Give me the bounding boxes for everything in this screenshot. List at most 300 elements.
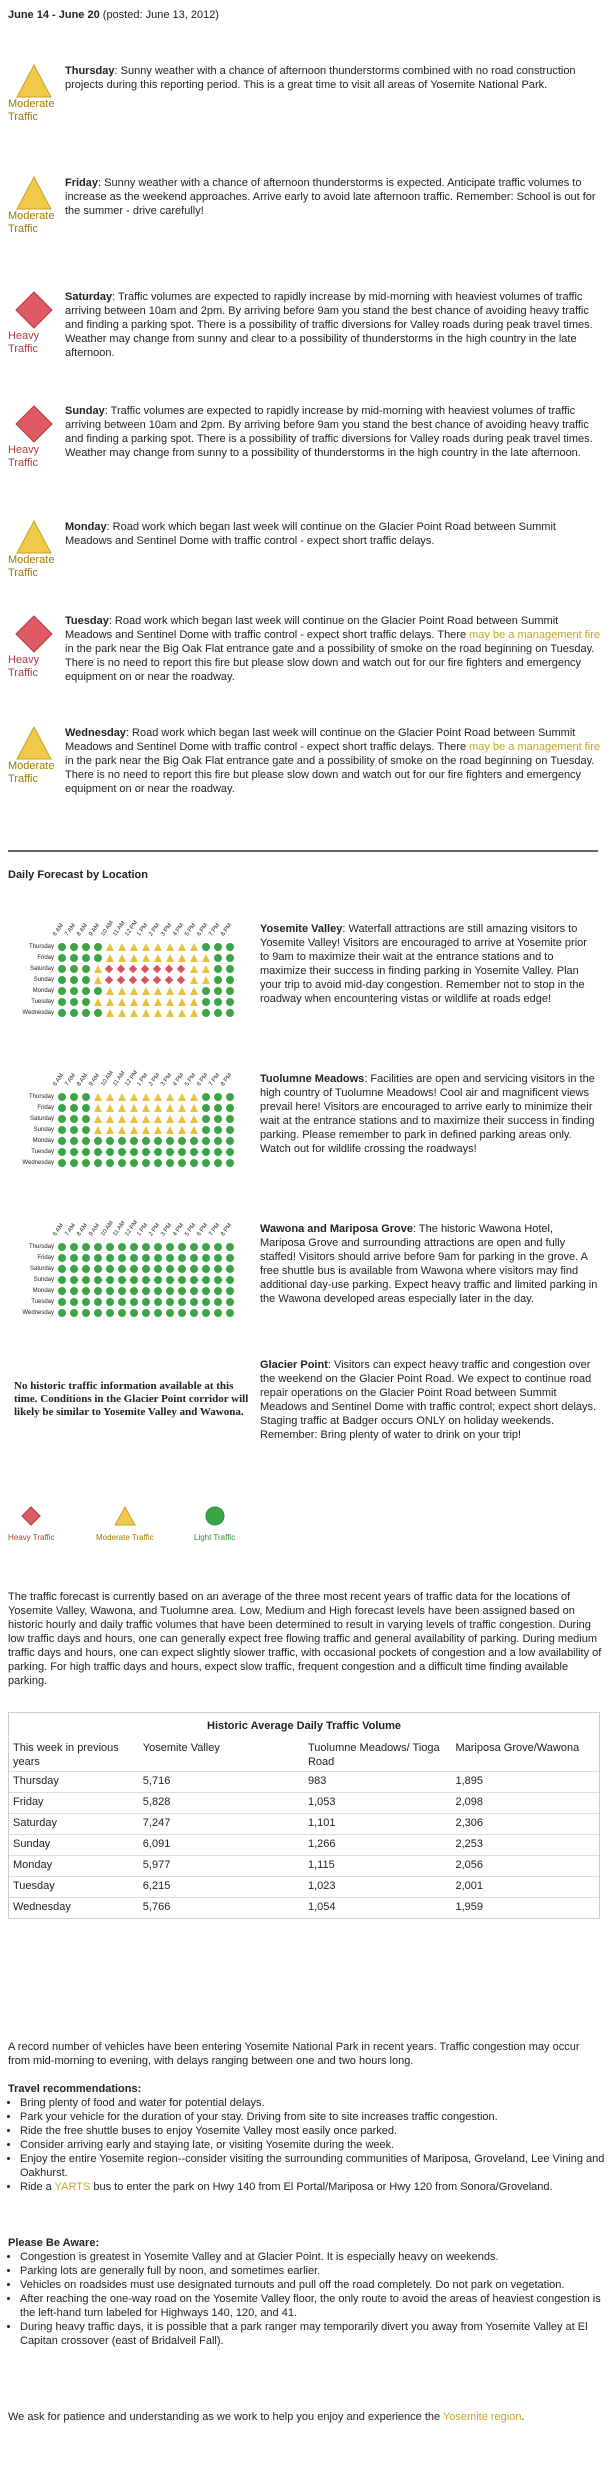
light-traffic-dot [118,1298,126,1306]
light-traffic-dot [214,1276,222,1284]
grid-day-label: Thursday [28,1244,54,1250]
light-traffic-dot [106,1137,114,1145]
time-label: 1 PM [136,922,150,938]
light-traffic-dot [190,1265,198,1273]
light-traffic-dot [178,1243,186,1251]
moderate-traffic-dot [178,998,186,1006]
moderate-traffic-dot [154,1115,162,1123]
day-text [65,290,601,360]
light-traffic-dot [226,1254,234,1262]
light-traffic-dot [226,954,234,962]
time-axis [52,1058,256,1088]
grid-row [8,1103,256,1113]
light-traffic-dot [202,1115,210,1123]
light-traffic-icon [205,1506,225,1526]
light-traffic-dot [142,1265,150,1273]
heavy-traffic-dot [165,965,173,973]
light-traffic-dot [130,1276,138,1284]
light-traffic-dot [94,943,102,951]
light-traffic-dot [118,1276,126,1284]
light-traffic-dot [226,1298,234,1306]
light-traffic-dot [154,1287,162,1295]
moderate-traffic-dot [190,987,198,995]
light-traffic-dot [106,1287,114,1295]
moderate-traffic-dot [118,998,126,1006]
light-traffic-dot [82,1104,90,1112]
light-traffic-dot [154,1254,162,1262]
list-item [20,2180,610,2194]
moderate-traffic-dot [190,1115,198,1123]
light-traffic-dot [214,1126,222,1134]
table-cell: 983 [304,1772,452,1793]
heavy-traffic-dot [141,976,149,984]
moderate-traffic-dot [106,943,114,951]
table-row [9,1814,599,1835]
moderate-traffic-dot [190,976,198,984]
grid-day-label: Monday [32,1138,54,1144]
table-cell: Thursday [9,1772,139,1793]
light-traffic-dot [118,1159,126,1167]
legend-heavy [8,1506,55,1545]
table-cell: 2,098 [451,1793,599,1814]
light-traffic-dot [70,1276,78,1284]
day-description: : Road work which began last week will continue on the Glacier Point Road between Summit Meadows and Sentinel Dome with traffic control - expect short traffic delays. There [65,615,559,641]
moderate-traffic-dot [166,1115,174,1123]
moderate-traffic-dot [130,1104,138,1112]
light-traffic-dot [166,1159,174,1167]
light-traffic-dot [202,987,210,995]
light-traffic-dot [226,1115,234,1123]
light-traffic-dot [70,1309,78,1317]
moderate-traffic-dot [118,1009,126,1017]
light-traffic-dot [202,1148,210,1156]
light-traffic-dot [82,998,90,1006]
location-tuolumne [260,1072,598,1156]
management-fire-link[interactable]: may be a management fire [469,741,600,753]
level-label: Heavy Traffic [8,654,40,679]
table-row [9,1793,599,1814]
moderate-traffic-dot [190,1104,198,1112]
light-traffic-dot [142,1159,150,1167]
light-traffic-dot [214,987,222,995]
moderate-traffic-dot [190,943,198,951]
light-traffic-dot [226,1276,234,1284]
table-cell: 6,215 [139,1877,304,1898]
legend-moderate [96,1506,154,1545]
light-traffic-dot [178,1148,186,1156]
grid-day-label: Thursday [28,944,54,950]
moderate-traffic-dot [154,987,162,995]
time-label: 8 PM [220,922,234,938]
light-traffic-dot [226,943,234,951]
grid-row [8,1158,256,1168]
table-cell: Saturday [9,1814,139,1835]
forecast-grid-tuolumne [8,1058,256,1174]
light-traffic-dot [154,1276,162,1284]
light-traffic-dot [154,1298,162,1306]
grid-day-label: Saturday [29,1116,54,1122]
yosemite-region-link[interactable]: Yosemite region [442,2411,522,2423]
aware-heading: Please Be Aware: [8,2237,100,2249]
light-traffic-dot [202,1104,210,1112]
table-cell: 5,828 [139,1793,304,1814]
day-name: Monday [65,521,107,533]
light-traffic-dot [106,1298,114,1306]
light-traffic-dot [58,1254,66,1262]
light-traffic-dot [190,1243,198,1251]
moderate-traffic-dot [130,987,138,995]
light-traffic-dot [214,1115,222,1123]
time-label: 5 PM [184,922,198,938]
yarts-link[interactable]: YARTS [54,2181,91,2193]
moderate-traffic-dot [166,943,174,951]
light-traffic-dot [106,1148,114,1156]
time-label: 6 PM [196,1072,210,1088]
list-item: • Vehicles on roadsides must use designated turnouts and pull off the road completely. Do not park on vegetation. [20,2278,610,2292]
light-traffic-dot [166,1265,174,1273]
list-item: • During heavy traffic days, it is possible that a park ranger may temporarily divert you away from Yosemite Valley at El Capitan crossover (east of Bridalveil Fall). [20,2320,610,2348]
heavy-traffic-dot [141,965,149,973]
light-traffic-dot [142,1148,150,1156]
moderate-traffic-dot [130,954,138,962]
light-traffic-dot [226,1287,234,1295]
light-traffic-dot [202,1126,210,1134]
moderate-traffic-dot [130,1126,138,1134]
table-cell: Friday [9,1793,139,1814]
light-traffic-dot [130,1287,138,1295]
heavy-traffic-icon [14,290,54,330]
time-label: 9 AM [88,1072,102,1088]
moderate-traffic-dot [142,1009,150,1017]
closing-end: . [521,2411,525,2423]
moderate-traffic-dot [94,1126,102,1134]
light-traffic-dot [70,987,78,995]
table-caption: Historic Average Daily Traffic Volume [207,1720,401,1732]
light-traffic-dot [214,1009,222,1017]
light-traffic-dot [82,943,90,951]
location-name: Wawona and Mariposa Grove [260,1223,414,1235]
day-name: Saturday [65,291,113,303]
light-traffic-dot [178,1276,186,1284]
light-traffic-dot [214,1309,222,1317]
table-cell: 1,023 [304,1877,452,1898]
light-traffic-dot [118,1287,126,1295]
time-label: 6 AM [52,922,66,938]
grid-row [8,1242,256,1252]
table-cell: 6,091 [139,1835,304,1856]
light-traffic-dot [178,1287,186,1295]
light-traffic-dot [226,987,234,995]
moderate-traffic-dot [178,987,186,995]
level-indicator [8,614,60,680]
grid-row [8,975,256,985]
heavy-traffic-dot [129,965,137,973]
legend-label: Heavy Traffic [8,1533,55,1542]
moderate-traffic-dot [118,1104,126,1112]
light-traffic-dot [58,954,66,962]
light-traffic-dot [154,1243,162,1251]
time-label: 6 AM [52,1072,66,1088]
list-item: • Congestion is greatest in Yosemite Valley and at Glacier Point. It is especially heavy on weekends. [20,2250,610,2264]
day-name: Friday [65,177,99,189]
light-traffic-dot [58,976,66,984]
light-traffic-dot [106,1276,114,1284]
location-name: Yosemite Valley [260,923,343,935]
list-item: • Enjoy the entire Yosemite region--consider visiting the surrounding communities of Mariposa, Groveland, Lee Vining and Oakhurst. [20,2152,610,2180]
moderate-traffic-dot [118,1126,126,1134]
light-traffic-dot [142,1298,150,1306]
light-traffic-dot [226,965,234,973]
time-label: 3 PM [160,922,174,938]
level-indicator [8,404,60,470]
level-label: Moderate Traffic [8,98,55,123]
table-cell: Monday [9,1856,139,1877]
table-cell: 1,101 [304,1814,452,1835]
time-label: 4 PM [172,922,186,938]
grid-day-label: Thursday [28,1094,54,1100]
table-cell: 1,054 [304,1898,452,1919]
light-traffic-dot [118,1265,126,1273]
grid-row [8,1114,256,1124]
light-traffic-dot [202,1298,210,1306]
moderate-traffic-icon [114,1506,136,1526]
light-traffic-dot [70,1115,78,1123]
day-description: : Traffic volumes are expected to rapidly increase by mid-morning with heaviest volumes of traffic arriving between 10am and 2pm. By arriving before 9am you stand the best chance of avoiding heavy traffic and finding a parking spot. There is a possibility of traffic diversions for Valley roads during peak travel times. Weather may change from sunny and clear to a possibility of thunderstorms in the high country in the late afternoon. [65,291,593,359]
moderate-traffic-dot [118,943,126,951]
light-traffic-dot [82,1009,90,1017]
light-traffic-dot [70,1159,78,1167]
grid-day-label: Saturday [29,966,54,972]
light-traffic-dot [226,998,234,1006]
table-cell: 2,306 [451,1814,599,1835]
moderate-traffic-dot [166,998,174,1006]
light-traffic-dot [142,1276,150,1284]
light-traffic-dot [70,1287,78,1295]
light-traffic-dot [226,976,234,984]
light-traffic-dot [166,1243,174,1251]
light-traffic-dot [70,1148,78,1156]
day-text [65,614,601,684]
location-text: : Facilities are open and servicing visitors in the high country of Tuolumne Meadows! Cool air and magnificent views prevail here! Visitors are encouraged to arrive early to minimize their wait at the entrance stations and to maximize their success in finding parking. Please remember to park in defined parking areas only. Watch out for wildlife crossing the roadways! [260,1073,595,1155]
moderate-traffic-dot [118,1115,126,1123]
light-traffic-dot [118,1137,126,1145]
moderate-traffic-dot [130,1009,138,1017]
light-traffic-dot [106,1159,114,1167]
light-traffic-dot [130,1298,138,1306]
forecast-title: Daily Forecast by Location [8,869,148,881]
moderate-traffic-dot [166,954,174,962]
closing-text: We ask for patience and understanding as we work to help you enjoy and experience the [8,2411,443,2423]
table-row [9,1898,599,1919]
light-traffic-dot [178,1159,186,1167]
time-axis [52,1208,256,1238]
light-traffic-dot [118,1309,126,1317]
moderate-traffic-dot [202,976,210,984]
time-label: 7 AM [64,922,78,938]
moderate-traffic-dot [190,998,198,1006]
moderate-traffic-dot [106,1126,114,1134]
yarts-before: Ride a [20,2181,55,2193]
travel-list [8,2096,610,2194]
light-traffic-dot [166,1137,174,1145]
moderate-traffic-dot [154,1104,162,1112]
time-label: 7 AM [64,1222,78,1238]
moderate-traffic-dot [154,1126,162,1134]
time-label: 5 PM [184,1222,198,1238]
light-traffic-dot [226,1126,234,1134]
moderate-traffic-dot [106,987,114,995]
time-label: 12 PM [124,1069,140,1088]
light-traffic-dot [226,1104,234,1112]
moderate-traffic-dot [166,1093,174,1101]
light-traffic-dot [190,1137,198,1145]
light-traffic-dot [82,1159,90,1167]
light-traffic-dot [190,1276,198,1284]
level-indicator [8,726,60,786]
time-label: 7 PM [208,1072,222,1088]
list-item: • Ride the free shuttle buses to enjoy Yosemite Valley most easily once parked. [20,2124,610,2138]
grid-day-label: Friday [37,1255,54,1261]
historic-traffic-table [8,1712,600,1919]
light-traffic-dot [58,1298,66,1306]
light-traffic-dot [130,1137,138,1145]
light-traffic-dot [106,1254,114,1262]
light-traffic-dot [58,1243,66,1251]
light-traffic-dot [214,943,222,951]
light-traffic-dot [58,1137,66,1145]
light-traffic-dot [106,1309,114,1317]
light-traffic-dot [214,1137,222,1145]
time-label: 6 AM [52,1222,66,1238]
level-indicator [8,290,60,356]
time-label: 6 PM [196,922,210,938]
moderate-traffic-dot [106,954,114,962]
light-traffic-dot [70,1009,78,1017]
grid-row [8,1253,256,1263]
moderate-traffic-dot [142,1104,150,1112]
table-header: Tuolumne Meadows/ Tioga Road [307,1742,440,1768]
light-traffic-dot [94,1148,102,1156]
moderate-traffic-dot [190,1009,198,1017]
grid-day-label: Sunday [33,977,54,983]
light-traffic-dot [58,987,66,995]
list-item: • Park your vehicle for the duration of your stay. Driving from site to site increases traffic congestion. [20,2110,610,2124]
section-divider [8,850,598,852]
light-traffic-dot [142,1254,150,1262]
light-traffic-dot [94,1287,102,1295]
light-traffic-dot [154,1148,162,1156]
moderate-traffic-dot [106,1104,114,1112]
light-traffic-dot [82,987,90,995]
table-cell: Tuesday [9,1877,139,1898]
light-traffic-dot [94,1009,102,1017]
table-cell: 1,115 [304,1856,452,1877]
light-traffic-dot [130,1243,138,1251]
moderate-traffic-dot [202,954,210,962]
moderate-traffic-dot [154,998,162,1006]
day-description-cont: in the park near the Big Oak Flat entrance gate and a possibility of smoke on the road beginning on Tuesday. There is no need to report this fire but please slow down and watch out for our fire fighters and emergency equipment on or near the roadway. [65,755,595,795]
light-traffic-dot [70,965,78,973]
light-traffic-dot [226,1093,234,1101]
light-traffic-dot [142,1243,150,1251]
closing-note [8,2410,604,2424]
light-traffic-dot [166,1309,174,1317]
light-traffic-dot [226,1265,234,1273]
light-traffic-dot [82,954,90,962]
light-traffic-dot [190,1287,198,1295]
time-label: 2 PM [148,1222,162,1238]
light-traffic-dot [82,1265,90,1273]
time-label: 11 AM [112,920,127,938]
light-traffic-dot [82,976,90,984]
moderate-traffic-dot [178,954,186,962]
yarts-after: bus to enter the park on Hwy 140 from El Portal/Mariposa or Hwy 120 from Sonora/Groveland. [90,2181,553,2193]
light-traffic-dot [202,998,210,1006]
level-label: Heavy Traffic [8,330,40,355]
moderate-traffic-dot [178,1009,186,1017]
light-traffic-dot [214,1265,222,1273]
day-name: Sunday [65,405,105,417]
grid-day-label: Tuesday [31,1299,54,1305]
management-fire-link[interactable]: may be a management fire [469,629,600,641]
level-label: Moderate Traffic [8,554,55,579]
light-traffic-dot [82,1309,90,1317]
moderate-traffic-dot [202,965,210,973]
moderate-traffic-icon [16,726,52,760]
grid-day-label: Tuesday [31,1149,54,1155]
moderate-traffic-dot [94,976,102,984]
time-label: 7 AM [64,1072,78,1088]
level-indicator [8,520,60,580]
grid-row [8,1275,256,1285]
moderate-traffic-dot [106,1009,114,1017]
location-wawona [260,1222,598,1306]
light-traffic-dot [166,1298,174,1306]
light-traffic-dot [202,1093,210,1101]
moderate-traffic-dot [130,1115,138,1123]
moderate-traffic-dot [142,943,150,951]
light-traffic-dot [94,1309,102,1317]
grid-day-label: Friday [37,1105,54,1111]
light-traffic-dot [58,943,66,951]
day-description: : Traffic volumes are expected to rapidly increase by mid-morning with heaviest volumes of traffic arriving between 10am and 2pm. By arriving before 9am you stand the best chance of avoiding heavy traffic and finding a parking spot. There is a possibility of traffic diversions for Valley roads during peak travel times. Weather may change from sunny to a possibility of thunderstorms in the high country in the late afternoon. [65,405,593,459]
level-indicator [8,64,60,124]
light-traffic-dot [214,1254,222,1262]
table-header-row [9,1739,599,1772]
light-traffic-dot [82,1243,90,1251]
moderate-traffic-dot [142,954,150,962]
time-label: 9 AM [88,922,102,938]
light-traffic-dot [214,965,222,973]
light-traffic-dot [142,1137,150,1145]
day-description: : Road work which began last week will continue on the Glacier Point Road between Summit Meadows and Sentinel Dome with traffic control - expect short traffic delays. [65,521,556,547]
light-traffic-dot [226,1243,234,1251]
day-description: : Sunny weather with a chance of afternoon thunderstorms is expected. Anticipate traffic volumes to increase as the weekend approaches. Arrive early to avoid late afternoon traffic. Remember: School is out for the summer - drive carefully! [65,177,596,217]
light-traffic-dot [178,1254,186,1262]
grid-day-label: Wednesday [22,1010,54,1016]
table-cell: 1,266 [304,1835,452,1856]
grid-row [8,953,256,963]
time-label: 2 PM [148,1072,162,1088]
heavy-traffic-icon [21,1506,41,1526]
time-label: 5 PM [184,1072,198,1088]
day-name: Tuesday [65,615,109,627]
light-traffic-dot [130,1265,138,1273]
light-traffic-dot [202,1309,210,1317]
moderate-traffic-dot [142,1126,150,1134]
table-cell: 2,001 [451,1877,599,1898]
moderate-traffic-dot [154,1009,162,1017]
